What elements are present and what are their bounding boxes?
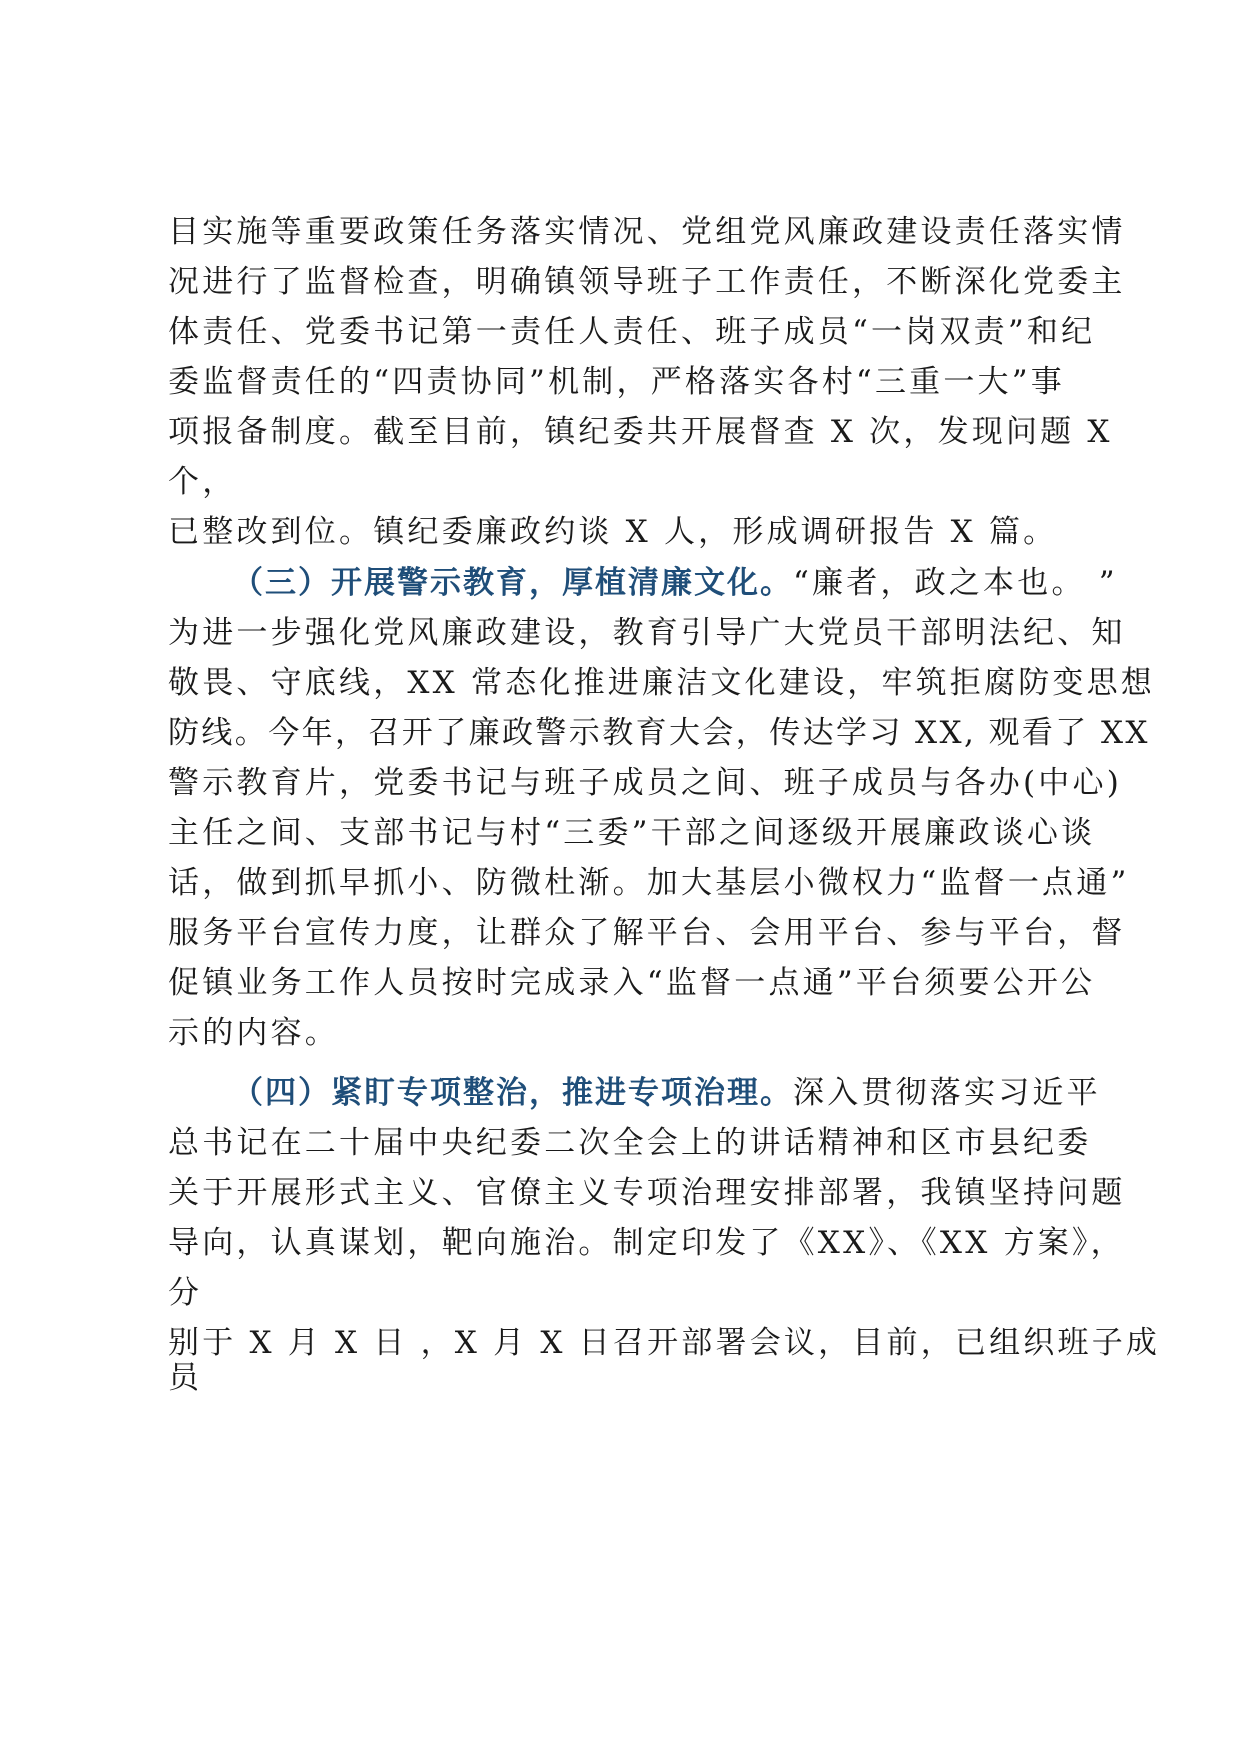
text-line: 敬畏、守底线，XX 常态化推进廉洁文化建设，牢筑拒腐防变思想 (168, 665, 1155, 701)
section-3-quote: “廉者，政之本也。 ” (793, 565, 1118, 601)
text-line: 话，做到抓早抓小、防微杜渐。加大基层小微权力“监督一点通” (168, 865, 1130, 901)
section-4-first-line (232, 1073, 1101, 1113)
text-line: 防线。今年，召开了廉政警示教育大会，传达学习 XX, 观看了 XX (168, 715, 1150, 751)
text-line: 总书记在二十届中央纪委二次全会上的讲话精神和区市县纪委 (168, 1125, 1092, 1161)
text-line: 目实施等重要政策任务落实情况、党组党风廉政建设责任落实情 (168, 214, 1126, 250)
text-line: 分 (168, 1275, 203, 1311)
section-4-heading: （四）紧盯专项整治，推进专项治理。 (232, 1075, 793, 1111)
text-line: 促镇业务工作人员按时完成录入“监督一点通”平台须要公开公 (168, 965, 1096, 1001)
text-line: 委监督责任的“四责协同”机制，严格落实各村“三重一大”事 (168, 364, 1065, 400)
text-line: 员 (168, 1360, 203, 1396)
text-line: 关于开展形式主义、官僚主义专项治理安排部署，我镇坚持问题 (168, 1175, 1126, 1211)
text-line: 已整改到位。镇纪委廉政约谈 X 人，形成调研报告 X 篇。 (168, 514, 1058, 550)
text-line: 导向，认真谋划，靶向施治。制定印发了《XX》、《XX 方案》， (168, 1225, 1125, 1261)
text-line: 体责任、党委书记第一责任人责任、班子成员“一岗双责”和纪 (168, 314, 1096, 350)
text-line: 服务平台宣传力度，让群众了解平台、会用平台、参与平台，督 (168, 915, 1126, 951)
text-line: 警示教育片，党委书记与班子成员之间、班子成员与各办(中心) (168, 765, 1122, 801)
text-line: 个， (168, 464, 237, 500)
text-line: 为进一步强化党风廉政建设，教育引导广大党员干部明法纪、知 (168, 615, 1126, 651)
text-line: 主任之间、支部书记与村“三委”干部之间逐级开展廉政谈心谈 (168, 815, 1096, 851)
section-3-first-line (232, 563, 1118, 603)
text-line: 示的内容。 (168, 1015, 339, 1051)
text-line: 况进行了监督检查，明确镇领导班子工作责任，不断深化党委主 (168, 264, 1126, 300)
text-line: 别于 X 月 X 日 ，X 月 X 日召开部署会议，目前，已组织班子成 (168, 1325, 1161, 1361)
section-4-lead: 深入贯彻落实习近平 (793, 1075, 1101, 1111)
section-3-heading: （三）开展警示教育，厚植清廉文化。 (232, 565, 793, 601)
text-line: 项报备制度。截至目前，镇纪委共开展督查 X 次，发现问题 X (168, 414, 1113, 450)
